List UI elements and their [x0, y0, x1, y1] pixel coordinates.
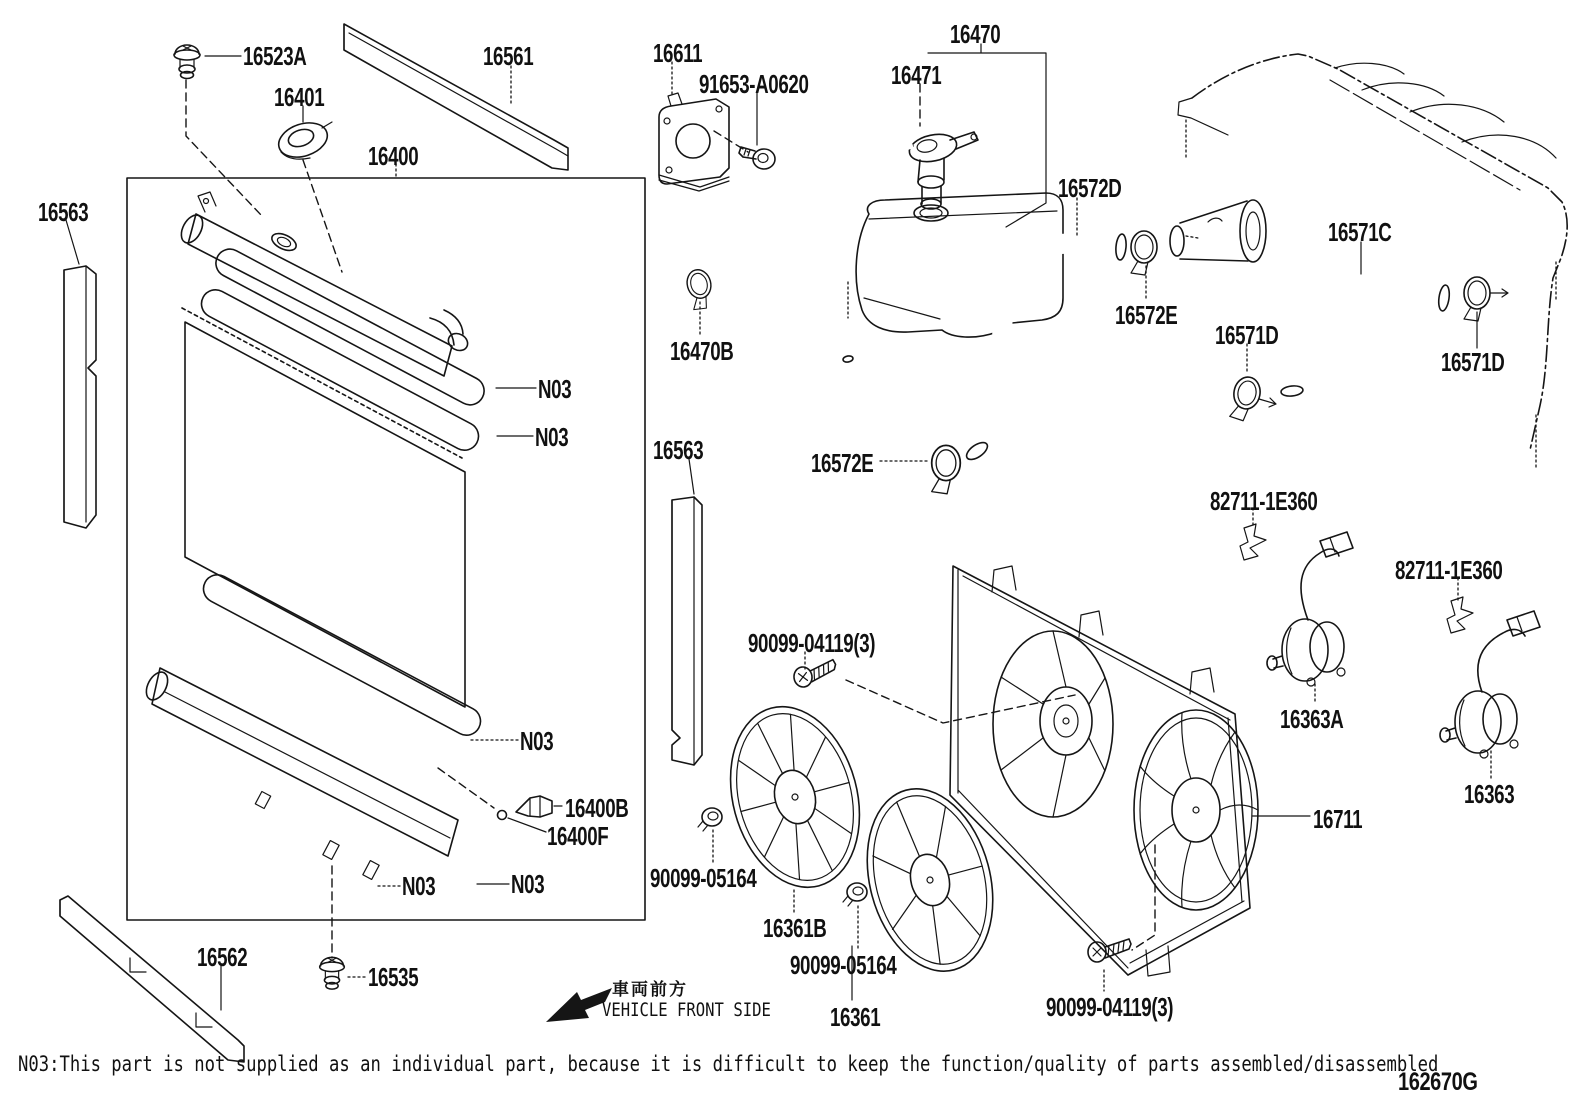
part-label-16572e-lower: 16572E	[811, 448, 874, 478]
part-label-16471: 16471	[891, 60, 942, 90]
part-label-16401: 16401	[274, 82, 325, 112]
part-label-16363a: 16363A	[1280, 704, 1344, 734]
footnote-ref-n03-2: N03	[535, 422, 569, 452]
vehicle-front-label-ja: 車両前方	[612, 980, 688, 1000]
part-label-16572d: 16572D	[1058, 173, 1122, 203]
inlet-pipe-drawing	[1170, 200, 1266, 262]
footnote-ref-n03-1: N03	[538, 374, 572, 404]
part-label-90099-04119-lower: 90099-04119(3)	[1046, 992, 1174, 1022]
part-label-82711-right: 82711-1E360	[1395, 555, 1503, 585]
radiator-drawing	[142, 192, 552, 879]
strip-16563-left-drawing	[64, 266, 96, 528]
strip-16563-middle-drawing	[672, 497, 702, 765]
fan-shroud-16711-drawing	[950, 566, 1258, 976]
part-label-16400b: 16400B	[565, 793, 629, 823]
assembly-dashed-lines	[186, 80, 1155, 958]
part-label-91653-a0620: 91653-A0620	[699, 69, 809, 99]
part-label-16711: 16711	[1313, 804, 1363, 834]
part-label-16571d-right: 16571D	[1441, 347, 1505, 377]
bolt-90099-05164-left-drawing	[698, 808, 722, 831]
part-label-16363: 16363	[1464, 779, 1515, 809]
fan-motor-16363-drawing	[1440, 611, 1540, 758]
part-label-16361: 16361	[830, 1002, 881, 1032]
part-label-16571c: 16571C	[1328, 217, 1392, 247]
strip-16562-drawing	[60, 896, 244, 1062]
grommet-16523A-drawing	[174, 45, 200, 79]
part-label-16571d-left: 16571D	[1215, 320, 1279, 350]
part-label-16535: 16535	[368, 962, 419, 992]
part-label-16400: 16400	[368, 141, 419, 171]
clamp-16571D-left-drawing	[1229, 375, 1276, 423]
hose-16571C-drawing	[1281, 284, 1451, 397]
clamp-16572E-lower-drawing	[932, 445, 961, 493]
harness-clip-82711-right-drawing	[1447, 597, 1473, 633]
part-label-16563-left: 16563	[38, 197, 89, 227]
bolt-90099-05164-right-drawing	[843, 883, 867, 906]
part-label-16611: 16611	[653, 38, 703, 68]
footnote-ref-n03-4: N03	[511, 869, 545, 899]
grommet-16535-drawing	[320, 957, 345, 989]
footnote-n03: N03:This part is not supplied as an individual part, because it is difficult to keep the function/quality of parts assembled/disassembled	[18, 1052, 1439, 1076]
screw-90099-04119-upper-drawing	[792, 659, 838, 688]
part-label-16470: 16470	[950, 19, 1001, 49]
bracket-16611-drawing	[659, 93, 729, 191]
part-label-16563-middle: 16563	[653, 435, 704, 465]
footnote-ref-n03-5: N03	[402, 871, 436, 901]
vehicle-front-label-en: VEHICLE FRONT SIDE	[602, 999, 771, 1021]
part-label-82711-left: 82711-1E360	[1210, 486, 1318, 516]
clamp-16572E-upper-drawing	[1131, 231, 1157, 275]
part-label-16470b: 16470B	[670, 336, 734, 366]
clamp-16470B-drawing	[684, 267, 717, 311]
hose-16572D-drawing	[964, 234, 1127, 463]
part-label-90099-05164-right: 90099-05164	[790, 950, 897, 980]
part-label-16361b: 16361B	[763, 913, 827, 943]
bolt-91653-drawing	[739, 147, 775, 169]
part-label-90099-05164-left: 90099-05164	[650, 863, 757, 893]
screw-90099-04119-lower-drawing	[1088, 939, 1131, 962]
cap-16401-drawing	[274, 117, 332, 163]
harness-clip-82711-left-drawing	[1240, 524, 1266, 560]
footnote-ref-n03-3: N03	[520, 726, 554, 756]
fan-motor-16363A-drawing	[1267, 532, 1353, 686]
diagram-code: 162670G	[1398, 1068, 1478, 1096]
part-label-16562: 16562	[197, 942, 248, 972]
part-label-16572e-upper: 16572E	[1115, 300, 1178, 330]
part-label-90099-04119-upper: 90099-04119(3)	[748, 628, 876, 658]
clamp-16571D-right-drawing	[1464, 277, 1508, 321]
part-label-16561: 16561	[483, 41, 534, 71]
part-label-16523a: 16523A	[243, 41, 307, 71]
part-label-16400f: 16400F	[547, 821, 609, 851]
reservoir-cap-16471-drawing	[907, 130, 978, 165]
